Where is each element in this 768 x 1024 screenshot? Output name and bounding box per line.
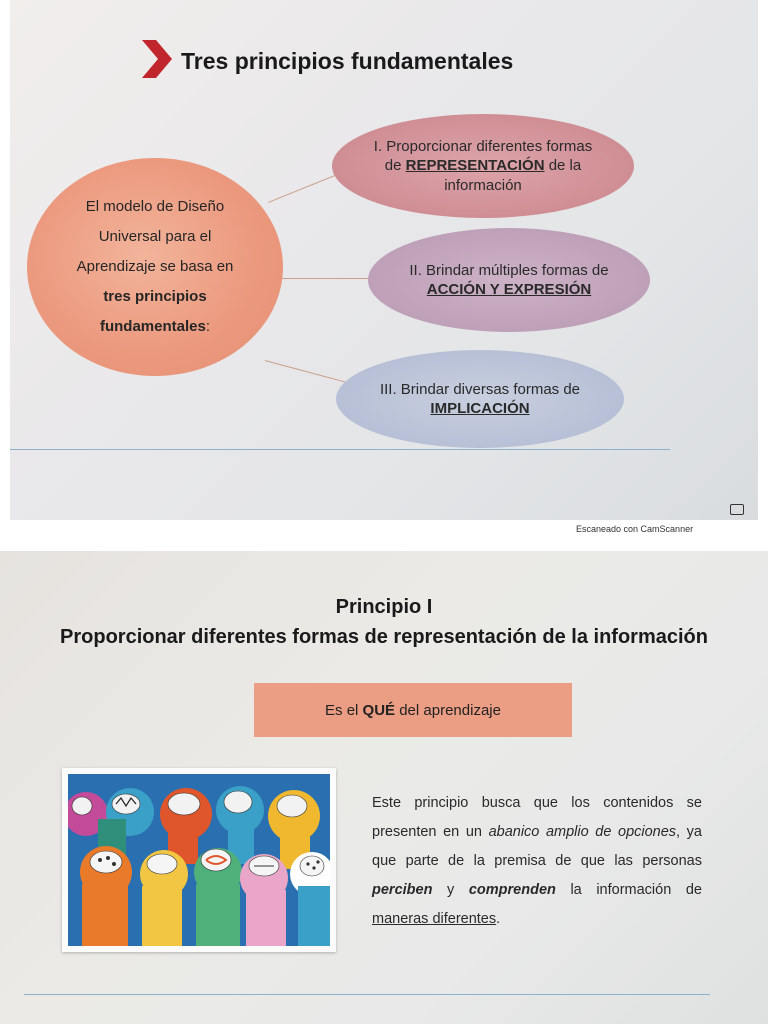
principle-1-keyword: REPRESENTACIÓN (405, 157, 545, 175)
que-post: del aprendizaje (395, 701, 501, 719)
principle-1-text (374, 137, 592, 196)
que-pre: Es el (325, 701, 363, 719)
para-text: y (432, 882, 469, 898)
principle-3-keyword: IMPLICACIÓN (430, 400, 530, 417)
que-bold: QUÉ (362, 701, 396, 719)
para-text: Este principio busca que los contenidos se presenten en un (372, 795, 702, 840)
principle-heading: Principio I (335, 596, 433, 618)
screen-icon (730, 504, 744, 515)
para-text: , ya que parte de la premisa de que las personas (372, 824, 702, 869)
principle-2-text (409, 261, 608, 300)
chevron-right-icon (142, 40, 172, 78)
principle-3-line: III. Brindar diversas formas de (379, 380, 581, 398)
para-bold-italic: perciben (372, 882, 433, 898)
central-line: Universal para el (98, 228, 212, 245)
principle-1-line: de (384, 157, 406, 175)
central-bold-text: fundamentales (99, 318, 206, 335)
slide-principle-one (0, 551, 768, 1024)
principle-1-oval (332, 114, 634, 218)
central-oval-text (67, 192, 244, 342)
central-oval (27, 158, 283, 376)
principle-1-line: de la (544, 157, 582, 175)
principle-2-oval (368, 228, 650, 332)
connector-line (265, 360, 348, 383)
principle-2-line: II. Brindar múltiples formas de (409, 261, 609, 279)
slide-principles-overview (10, 0, 758, 520)
que-text (325, 702, 501, 719)
central-line: Aprendizaje se basa en (76, 258, 234, 275)
diverse-minds-illustration (62, 768, 336, 952)
principle-subheading: Proporcionar diferentes formas de representación de la información (60, 626, 708, 648)
principle-2-keyword: ACCIÓN Y EXPRESIÓN (426, 281, 592, 298)
para-italic: abanico amplio de opciones (488, 824, 677, 840)
divider-line (10, 449, 670, 450)
divider-line (24, 994, 710, 995)
principle-1-line: información (444, 176, 522, 194)
central-tail: : (205, 318, 211, 335)
connector-line (282, 278, 378, 279)
para-underlined: maneras diferentes (372, 911, 497, 927)
central-bold-text: tres principios (103, 288, 207, 305)
principle-1-line: I. Proporcionar diferentes formas (373, 137, 593, 155)
que-box (254, 683, 572, 737)
principle-3-text (380, 380, 580, 419)
slide-title: Tres principios fundamentales (181, 48, 514, 74)
principle-description (372, 789, 702, 934)
para-bold-italic: comprenden (468, 882, 556, 898)
principle-3-oval (336, 350, 624, 448)
heads-illustration-icon (68, 774, 330, 946)
para-text: la información de (555, 882, 702, 898)
central-line: El modelo de Diseño (85, 198, 225, 215)
scanner-caption: Escaneado con CamScanner (576, 524, 694, 534)
para-text: . (496, 911, 501, 927)
